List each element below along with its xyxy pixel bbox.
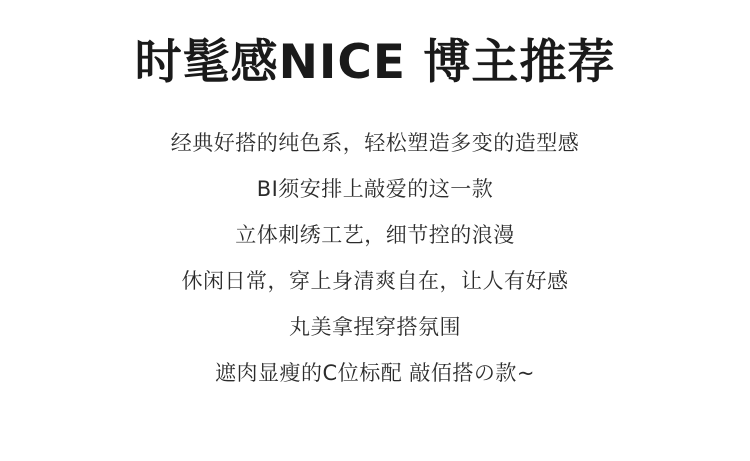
description-line: 休闲日常，穿上身清爽自在，让人有好感 <box>181 269 569 294</box>
description-line: BI须安排上敲爱的这一款 <box>256 177 494 202</box>
description-line: 经典好搭的纯色系，轻松塑造多变的造型感 <box>170 131 580 156</box>
description-list <box>0 120 750 396</box>
description-line: 丸美拿捏穿搭氛围 <box>289 315 461 340</box>
description-line: 遮肉显瘦的C位标配 敲佰搭の款~ <box>215 361 535 386</box>
description-line: 立体刺绣工艺，细节控的浪漫 <box>235 223 515 248</box>
page-title: 时髦感NICE 博主推荐 <box>134 35 616 90</box>
